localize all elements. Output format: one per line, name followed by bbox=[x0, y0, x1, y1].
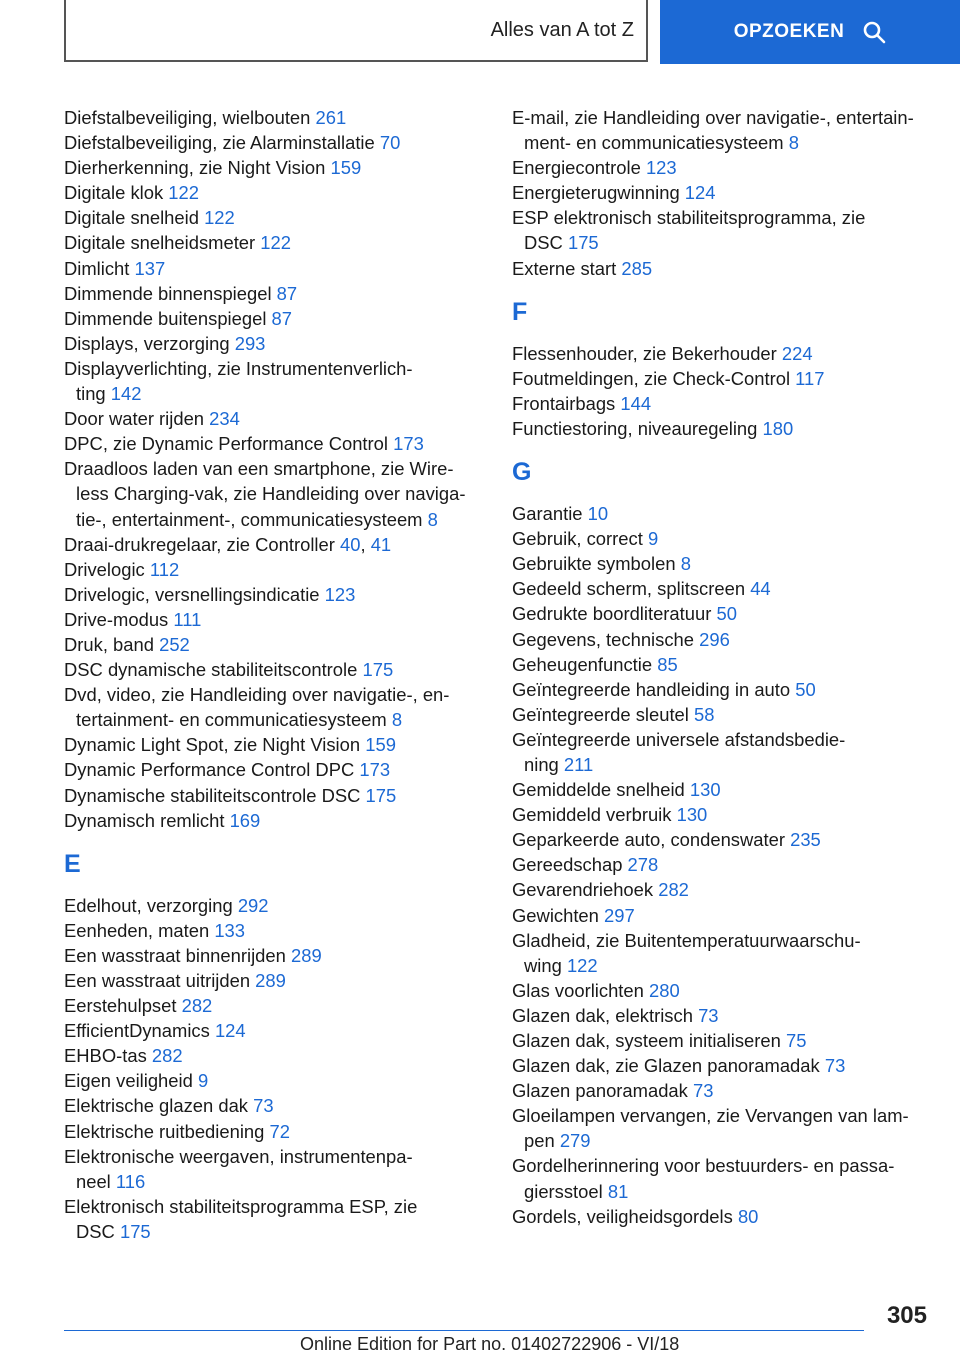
index-entry bbox=[64, 1119, 494, 1144]
index-letter-heading: F bbox=[512, 297, 528, 326]
index-entry bbox=[64, 1043, 494, 1068]
page-reference-link[interactable]: 296 bbox=[699, 628, 730, 650]
index-entry-text: Drive-modus bbox=[64, 608, 169, 630]
index-entry-text: Gedeeld scherm, splitscreen bbox=[512, 578, 746, 600]
page-reference-link[interactable]: 122 bbox=[260, 232, 291, 254]
index-entry bbox=[64, 130, 494, 155]
index-column-left bbox=[64, 105, 494, 1244]
page-reference-link[interactable]: 235 bbox=[790, 829, 821, 851]
index-entry-text: Dimmende buitenspiegel bbox=[64, 307, 267, 329]
index-entry bbox=[512, 341, 942, 366]
page-reference-link[interactable]: 44 bbox=[750, 578, 771, 600]
index-entry bbox=[64, 155, 494, 180]
index-entry-text: Door water rijden bbox=[64, 408, 205, 430]
index-entry bbox=[64, 582, 494, 607]
page-reference-link[interactable]: 142 bbox=[110, 383, 142, 405]
index-entry-text: Glazen dak, zie Glazen panoramadak bbox=[512, 1055, 820, 1077]
index-letter-heading: G bbox=[512, 458, 532, 487]
page-reference-link[interactable]: 116 bbox=[115, 1170, 146, 1192]
page-reference-link[interactable]: 81 bbox=[607, 1180, 629, 1202]
page-reference-link[interactable]: 144 bbox=[620, 392, 652, 414]
index-entry bbox=[512, 852, 942, 877]
index-entry-text: Dvd, video, zie Handleiding over navigatie-, en- tertainment- en communicatiesysteem bbox=[64, 684, 450, 731]
index-entry-text: Een wasstraat uitrijden bbox=[64, 970, 251, 991]
page-reference-link[interactable]: 122 bbox=[168, 182, 199, 204]
page-reference-link[interactable]: 72 bbox=[269, 1120, 290, 1142]
index-entry bbox=[64, 893, 494, 918]
page-reference-link[interactable]: 80 bbox=[737, 1205, 759, 1227]
index-entry bbox=[64, 406, 494, 431]
index-entry-text: Gladheid, zie Buitentemperatuurwaarschu- wing bbox=[512, 929, 861, 976]
page-reference-link[interactable]: 252 bbox=[159, 633, 190, 655]
index-entry bbox=[512, 802, 942, 827]
page-reference-link[interactable]: 130 bbox=[676, 804, 708, 826]
index-entry-text: Draadloos laden van een smartphone, zie Wire- less Charging-vak, zie Handleiding over naviga- tie-, entertainment-, communicatiesysteem bbox=[64, 458, 466, 530]
index-entry-text: Energiecontrole bbox=[512, 157, 641, 179]
index-entry-text: Elektronisch stabiliteitsprogramma ESP, zie DSC bbox=[64, 1195, 418, 1242]
page-reference-link[interactable]: 10 bbox=[587, 503, 609, 525]
page-reference-link[interactable]: 117 bbox=[795, 367, 825, 389]
page-reference-link[interactable]: 8 bbox=[391, 709, 403, 731]
index-entry-text: Gedrukte boordliteratuur bbox=[512, 603, 712, 625]
index-entry bbox=[64, 808, 494, 833]
index-entry-text: Gegevens, technische bbox=[512, 628, 694, 650]
index-entry bbox=[64, 657, 494, 682]
page-reference-link[interactable]: 180 bbox=[762, 417, 794, 439]
index-entry-text: Gordels, veiligheidsgordels bbox=[512, 1205, 733, 1227]
page-reference-link[interactable]: 70 bbox=[379, 132, 401, 154]
index-entry bbox=[512, 777, 942, 802]
index-entry-text: Functiestoring, niveauregeling bbox=[512, 417, 758, 439]
page-reference-link[interactable]: 122 bbox=[566, 954, 598, 976]
index-entry bbox=[64, 632, 494, 657]
index-entry-text: Gebruikte symbolen bbox=[512, 553, 676, 575]
index-entry-text: EHBO-tas bbox=[64, 1045, 147, 1067]
page-reference-link[interactable]: 173 bbox=[393, 433, 424, 455]
index-entry bbox=[512, 677, 942, 702]
index-entry-text: Foutmeldingen, zie Check-Control bbox=[512, 367, 791, 389]
index-entry-text: Displays, verzorging bbox=[64, 332, 230, 354]
index-entry-text: Gloeilampen vervangen, zie Vervangen van lam- pen bbox=[512, 1105, 909, 1152]
page-reference-link[interactable]: 122 bbox=[204, 207, 235, 229]
page-reference-link[interactable]: 73 bbox=[698, 1004, 719, 1026]
index-entry bbox=[64, 557, 494, 582]
index-entry bbox=[64, 943, 494, 968]
section-tab-label: Alles van A tot Z bbox=[490, 18, 634, 41]
index-entry-text: DSC dynamische stabiliteitscontrole bbox=[64, 659, 358, 681]
index-entry bbox=[512, 1153, 942, 1203]
page-reference-link[interactable]: 73 bbox=[253, 1095, 274, 1117]
page-reference-link[interactable]: 123 bbox=[324, 583, 356, 605]
index-entry bbox=[512, 205, 942, 255]
index-entry-text: Displayverlichting, zie Instrumentenverlich- ting bbox=[64, 357, 413, 405]
page-reference-link[interactable]: 159 bbox=[330, 157, 362, 179]
index-entry-text: Elektrische glazen dak bbox=[64, 1095, 249, 1117]
index-entry bbox=[64, 993, 494, 1018]
page-reference-link[interactable]: 175 bbox=[365, 784, 397, 806]
index-entry-text: Dimmende binnenspiegel bbox=[64, 282, 272, 304]
index-entry-text: Externe start bbox=[512, 257, 617, 279]
index-entry bbox=[64, 256, 494, 281]
index-entry-text: Digitale klok bbox=[64, 182, 164, 204]
index-entry-text: Gewichten bbox=[512, 904, 599, 926]
index-entry-text: Edelhout, verzorging bbox=[64, 894, 233, 916]
index-column-right bbox=[512, 105, 942, 1229]
index-entry bbox=[512, 727, 942, 777]
index-entry bbox=[512, 1078, 942, 1103]
page-reference-link[interactable]: 50 bbox=[716, 603, 737, 625]
footer-divider bbox=[64, 1330, 864, 1331]
page-reference-link[interactable]: 85 bbox=[657, 653, 678, 675]
index-entry bbox=[512, 1053, 942, 1078]
index-entry-text: Dynamische stabiliteitscontrole DSC bbox=[64, 784, 361, 806]
index-entry bbox=[512, 601, 942, 626]
page-reference-link[interactable]: 73 bbox=[824, 1055, 846, 1077]
index-entry bbox=[64, 757, 494, 782]
index-entry-text: Eerstehulpset bbox=[64, 995, 177, 1017]
index-entry bbox=[64, 1093, 494, 1118]
page-reference-link[interactable]: 175 bbox=[567, 232, 599, 254]
index-entry bbox=[64, 230, 494, 255]
index-entry bbox=[64, 732, 494, 757]
page-reference-link[interactable]: 137 bbox=[134, 257, 166, 279]
index-entry-text: E-mail, zie Handleiding over navigatie-, entertain- ment- en communicatiesysteem bbox=[512, 107, 914, 154]
page-number: 305 bbox=[886, 1302, 927, 1329]
index-entry bbox=[512, 180, 942, 205]
index-entry bbox=[512, 551, 942, 576]
index-entry-text: Gemiddelde snelheid bbox=[512, 779, 685, 801]
index-entry-text: Een wasstraat binnenrijden bbox=[64, 944, 286, 966]
index-entry bbox=[64, 607, 494, 632]
index-entry bbox=[512, 105, 942, 155]
index-entry-text: Glazen panoramadak bbox=[512, 1080, 688, 1102]
index-entry bbox=[64, 456, 494, 531]
page-reference-link[interactable]: 169 bbox=[229, 809, 261, 831]
index-entry-text: Digitale snelheidsmeter bbox=[64, 232, 256, 254]
page-reference-link[interactable]: 282 bbox=[151, 1045, 183, 1067]
index-entry bbox=[512, 1028, 942, 1053]
index-entry bbox=[512, 256, 942, 281]
page-reference-link[interactable]: 9 bbox=[197, 1070, 209, 1092]
index-entry-text: Eenheden, maten bbox=[64, 919, 210, 941]
index-entry-text: Drivelogic, versnellingsindicatie bbox=[64, 583, 320, 605]
index-entry bbox=[512, 702, 942, 727]
index-entry-text: Druk, band bbox=[64, 633, 154, 655]
page-reference-link[interactable]: 159 bbox=[365, 734, 396, 756]
index-entry bbox=[64, 918, 494, 943]
index-entry-text: Frontairbags bbox=[512, 392, 616, 414]
index-entry-text: Geïntegreerde universele afstandsbedie- ning bbox=[512, 728, 846, 775]
index-entry bbox=[64, 331, 494, 356]
index-entry-text: Dynamic Light Spot, zie Night Vision bbox=[64, 734, 361, 756]
index-entry-text: Eigen veiligheid bbox=[64, 1070, 193, 1092]
index-entry-text: Gevarendriehoek bbox=[512, 879, 654, 901]
index-entry-text: Garantie bbox=[512, 503, 583, 525]
index-entry: Draai-drukregelaar, zie Controller 40, 41 bbox=[64, 533, 392, 555]
page-reference-link[interactable]: 124 bbox=[214, 1020, 246, 1042]
page-reference-link[interactable]: 41 bbox=[370, 533, 392, 555]
page-reference-link[interactable]: 124 bbox=[684, 182, 716, 204]
index-entry bbox=[64, 180, 494, 205]
page-reference-link[interactable]: 133 bbox=[214, 919, 246, 941]
index-entry bbox=[512, 928, 942, 978]
page-reference-link[interactable]: 87 bbox=[276, 282, 298, 304]
page-reference-link[interactable]: 289 bbox=[290, 944, 322, 966]
index-entry-text: DPC, zie Dynamic Performance Control bbox=[64, 433, 388, 455]
index-entry bbox=[64, 1018, 494, 1043]
page-reference-link[interactable]: 58 bbox=[694, 703, 715, 725]
index-entry-text: Gebruik, correct bbox=[512, 528, 643, 550]
index-entry bbox=[64, 306, 494, 331]
index-entry-text: Dynamic Performance Control DPC bbox=[64, 759, 355, 781]
page-reference-link[interactable]: 261 bbox=[315, 107, 347, 128]
index-entry-text: Geparkeerde auto, condenswater bbox=[512, 829, 785, 851]
index-entry bbox=[512, 366, 942, 391]
page-reference-link[interactable]: 279 bbox=[559, 1130, 591, 1152]
index-entry-text: Geïntegreerde sleutel bbox=[512, 703, 689, 725]
page-reference-link[interactable]: 8 bbox=[427, 508, 438, 530]
index-entry bbox=[64, 968, 494, 993]
page-reference-link[interactable]: 234 bbox=[209, 408, 240, 430]
index-entry-text: Elektrische ruitbediening bbox=[64, 1120, 265, 1142]
page-reference-link[interactable]: 75 bbox=[785, 1030, 807, 1051]
index-letter-heading: E bbox=[64, 849, 81, 878]
index-entry bbox=[512, 627, 942, 652]
page-reference-link[interactable]: 50 bbox=[795, 678, 816, 700]
page-reference-link[interactable]: 73 bbox=[692, 1080, 714, 1102]
index-entry bbox=[64, 281, 494, 306]
index-entry bbox=[512, 978, 942, 1003]
index-entry-text: Dierherkenning, zie Night Vision bbox=[64, 157, 326, 179]
page-reference-link[interactable]: 285 bbox=[621, 257, 653, 279]
footer-edition: Online Edition for Part no. 01402722906 - VI/18 bbox=[300, 1334, 680, 1354]
index-entry-text: Diefstalbeveiliging, wielbouten bbox=[64, 107, 311, 128]
index-entry bbox=[64, 356, 494, 406]
index-entry bbox=[512, 1204, 942, 1229]
page-reference-link[interactable]: 130 bbox=[689, 779, 721, 801]
page-reference-link[interactable]: 8 bbox=[788, 132, 799, 154]
index-entry bbox=[64, 105, 494, 130]
section-tab[interactable] bbox=[64, 0, 648, 62]
page-reference-link[interactable]: 111 bbox=[173, 608, 202, 630]
search-icon bbox=[862, 20, 886, 44]
index-entry-text: ESP elektronisch stabiliteitsprogramma, zie DSC bbox=[512, 207, 866, 254]
index-entry-text: Geheugenfunctie bbox=[512, 653, 653, 675]
page-reference-link[interactable]: 8 bbox=[680, 553, 691, 575]
index-entry-text: Energieterugwinning bbox=[512, 182, 680, 204]
page-reference-link[interactable]: 175 bbox=[119, 1220, 151, 1242]
index-entry bbox=[512, 652, 942, 677]
index-entry-text: Glazen dak, systeem initialiseren bbox=[512, 1030, 781, 1051]
index-entry bbox=[64, 431, 494, 456]
index-entry bbox=[512, 827, 942, 852]
page-reference-link[interactable]: 278 bbox=[627, 854, 659, 876]
index-entry-text: Digitale snelheid bbox=[64, 207, 199, 229]
page-reference-link[interactable]: 297 bbox=[604, 904, 635, 926]
index-entry bbox=[512, 877, 942, 902]
index-entry-text: EfficientDynamics bbox=[64, 1020, 210, 1042]
index-entry-text: Gemiddeld verbruik bbox=[512, 804, 672, 826]
index-entry-text: Diefstalbeveiliging, zie Alarminstallatie bbox=[64, 132, 375, 154]
page-reference-link[interactable]: 40 bbox=[340, 533, 361, 555]
search-button-label: OPZOEKEN bbox=[733, 21, 845, 42]
page-reference-link[interactable]: 123 bbox=[645, 157, 677, 179]
index-entry bbox=[512, 155, 942, 180]
index-entry bbox=[64, 1144, 494, 1194]
index-entry-text: Gordelherinnering voor bestuurders- en passa- giersstoel bbox=[512, 1155, 895, 1202]
page-reference-link[interactable]: 293 bbox=[234, 332, 266, 354]
index-entry bbox=[64, 783, 494, 808]
index-entry bbox=[512, 1103, 942, 1153]
index-entry-text: Glas voorlichten bbox=[512, 979, 644, 1001]
index-entry-text: Glazen dak, elektrisch bbox=[512, 1004, 693, 1026]
page-reference-link[interactable]: 224 bbox=[781, 342, 813, 364]
index-entry bbox=[512, 501, 942, 526]
index-entry bbox=[64, 1068, 494, 1093]
index-entry bbox=[512, 391, 942, 416]
page-reference-link[interactable]: 282 bbox=[181, 995, 213, 1017]
index-entry bbox=[64, 682, 494, 732]
page-reference-link[interactable]: 87 bbox=[271, 307, 293, 329]
index-entry-text: Gereedschap bbox=[512, 854, 623, 876]
page-reference-link[interactable]: 112 bbox=[149, 558, 180, 580]
index-entry bbox=[64, 205, 494, 230]
index-entry-text: Geïntegreerde handleiding in auto bbox=[512, 678, 791, 700]
page-reference-link[interactable]: 292 bbox=[237, 894, 269, 916]
index-entry-text: Flessenhouder, zie Bekerhouder bbox=[512, 342, 777, 364]
index-entry bbox=[64, 1194, 494, 1244]
page-reference-link[interactable]: 175 bbox=[362, 659, 394, 681]
index-entry bbox=[512, 576, 942, 601]
index-entry bbox=[512, 903, 942, 928]
index-entry bbox=[512, 1003, 942, 1028]
search-button[interactable] bbox=[660, 0, 960, 64]
page-reference-link[interactable]: 289 bbox=[255, 970, 286, 991]
page-reference-link[interactable]: 280 bbox=[649, 979, 680, 1001]
page-reference-link[interactable]: 211 bbox=[563, 753, 594, 775]
page-reference-link[interactable]: 9 bbox=[647, 528, 659, 550]
index-entry-text: Draai-drukregelaar, zie Controller bbox=[64, 533, 335, 555]
index-entry-text: Drivelogic bbox=[64, 558, 145, 580]
page-reference-link[interactable]: 173 bbox=[359, 759, 391, 781]
index-entry-text: Dynamisch remlicht bbox=[64, 809, 225, 831]
index-entry bbox=[512, 526, 942, 551]
page-reference-link[interactable]: 282 bbox=[658, 879, 689, 901]
index-entry bbox=[512, 416, 942, 441]
index-entry-text: Elektronische weergaven, instrumentenpa- neel bbox=[64, 1145, 413, 1192]
index-entry-text: Dimlicht bbox=[64, 257, 130, 279]
